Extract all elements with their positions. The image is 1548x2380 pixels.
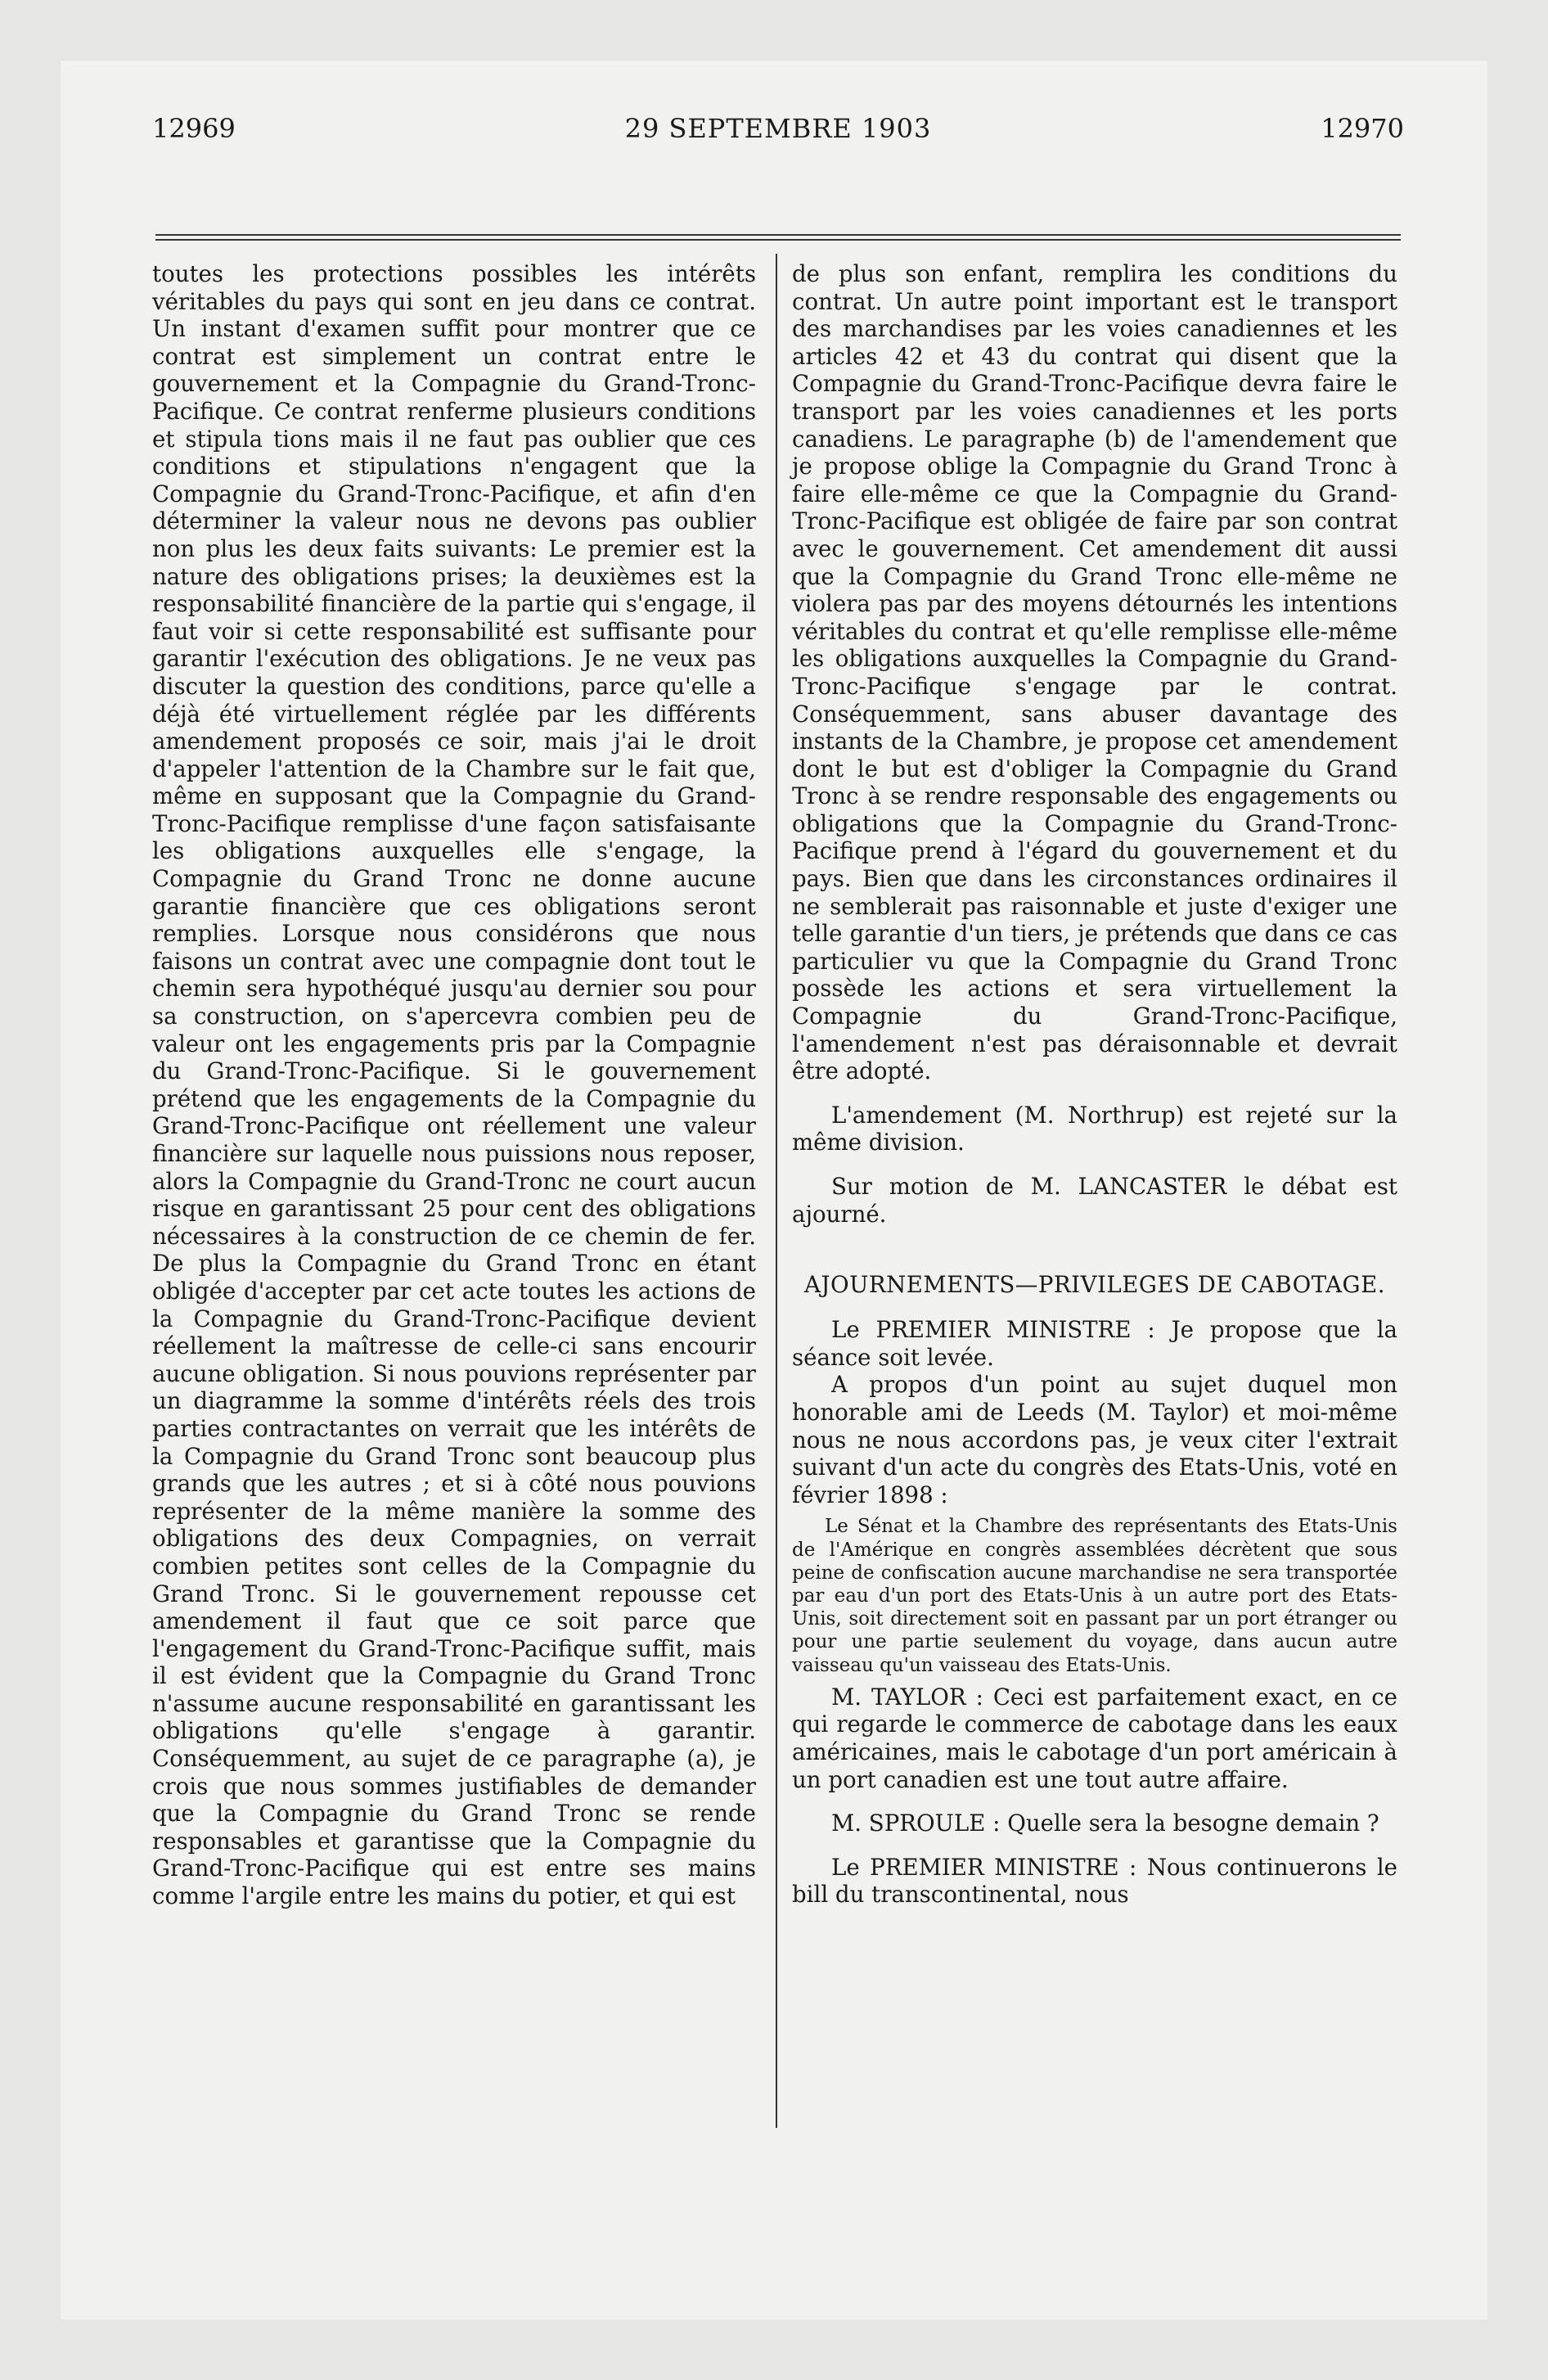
left-page-number: 12969 <box>152 113 236 144</box>
header-rule-bottom <box>155 239 1401 241</box>
premier-citation-intro: A propos d'un point au sujet duquel mon honorable ami de Leeds (M. Taylor) et moi-même nous ne nous accordons pas, je veux citer l'extrait suivant d'un acte du congrès des Etats-Unis, voté en février 1898 : <box>792 1371 1397 1508</box>
right-page-number: 12970 <box>1321 113 1404 144</box>
right-paragraph-1: de plus son enfant, remplira les conditions du contrat. Un autre point important est le transport des marchandises par les voies canadiennes et les articles 42 et 43 du contrat qui disent que la Compagnie du Grand-Tronc-Pacifique devra faire le transport par les voies canadiennes et les ports canadiens. Le paragraphe (b) de l'amendement que je propose oblige la Compagnie du Grand Tronc à faire elle-même ce que la Compagnie du Grand-Tronc-Pacifique est obligée de faire par son contrat avec le gouvernement. Cet amendement dit aussi que la Compagnie du Grand Tronc elle-même ne violera pas par des moyens détournés les intentions véritables du contrat et qu'elle remplisse elle-même les obligations auxquelles la Compagnie du Grand-Tronc-Pacifique s'engage par le contrat. Conséquemment, sans abuser davantage des instants de la Chambre, je propose cet amendement dont le but est d'obliger la Compagnie du Grand Tronc à se rendre responsable des engagements ou obligations que la Compagnie du Grand-Tronc-Pacifique prend à l'égard du gouvernement et du pays. Bien que dans les circonstances ordinaires il ne semblerait pas raisonnable et juste d'exiger une telle garantie d'un tiers, je prétends que dans ce cas particulier vu que la Compagnie du Grand Tronc possède les actions et sera virtuellement la Compagnie du Grand-Tronc-Pacifique, l'amendement n'est pas déraisonnable et devrait être adopté. <box>792 260 1397 1085</box>
adjournment-motion: Sur motion de M. LANCASTER le débat est ajourné. <box>792 1173 1397 1228</box>
section-heading: AJOURNEMENTS—PRIVILEGES DE CABOTAGE. <box>803 1271 1386 1299</box>
congress-act-quote: Le Sénat et la Chambre des représentants des Etats-Unis de l'Amérique en congrès assemblées décrètent que sous peine de confiscation aucune marchandise ne sera transportée par eau d'un port des Etats-Unis à un autre port des Etats-Unis, soit directement soit en passant par un port étranger ou pour une partie seulement du voyage, dans aucun autre vaisseau qu'un vaisseau des Etats-Unis. <box>792 1516 1397 1676</box>
sproule-question: M. SPROULE : Quelle sera la besogne demain ? <box>831 1810 1379 1837</box>
page-header <box>152 113 1404 146</box>
column-divider <box>776 254 777 2128</box>
right-column <box>792 260 1397 1909</box>
left-column <box>152 260 756 1910</box>
taylor-remark: M. TAYLOR : Ceci est parfaitement exact, en ce qui regarde le commerce de cabotage dans les eaux américaines, mais le cabotage d'un port américain à un port canadien est une tout autre affaire. <box>792 1683 1397 1793</box>
premier-reply: Le PREMIER MINISTRE : Nous continuerons le bill du transcontinental, nous <box>792 1853 1397 1909</box>
amendment-result: L'amendement (M. Northrup) est rejeté sur la même division. <box>792 1101 1397 1156</box>
premier-proposal: Le PREMIER MINISTRE : Je propose que la séance soit levée. <box>792 1316 1397 1371</box>
left-paragraph-1: toutes les protections possibles les intérêts véritables du pays qui sont en jeu dans ce contrat. Un instant d'examen suffit pour montrer que ce contrat est simplement un contrat entre le gouvernement et la Compagnie du Grand-Tronc-Pacifique. Ce contrat renferme plusieurs conditions et stipula tions mais il ne faut pas oublier que ces conditions et stipulations n'engagent que la Compagnie du Grand-Tronc-Pacifique, et afin d'en déterminer la valeur nous ne devons pas oublier non plus les deux faits suivants: Le premier est la nature des obligations prises; la deuxièmes est la responsabilité financière de la partie qui s'engage, il faut voir si cette responsabilité est suffisante pour garantir l'exécution des obligations. Je ne veux pas discuter la question des conditions, parce qu'elle a déjà été virtuellement réglée par les différents amendement proposés ce soir, mais j'ai le droit d'appeler l'attention de la Chambre sur le fait que, même en supposant que la Compagnie du Grand-Tronc-Pacifique remplisse d'une façon satisfaisante les obligations auxquelles elle s'engage, la Compagnie du Grand Tronc ne donne aucune garantie financière que ces obligations seront remplies. Lorsque nous considérons que nous faisons un contrat avec une compagnie dont tout le chemin sera hypothéqué jusqu'au dernier sou pour sa construction, on s'apercevra combien peu de valeur ont les engagements pris par la Compagnie du Grand-Tronc-Pacifique. Si le gouvernement prétend que les engagements de la Compagnie du Grand-Tronc-Pacifique ont réellement une valeur financière sur laquelle nous puissions nous reposer, alors la Compagnie du Grand-Tronc ne court aucun risque en garantissant 25 pour cent des obligations nécessaires à la construction de ce chemin de fer. De plus la Compagnie du Grand Tronc en étant obligée d'accepter par cet acte toutes les actions de la Compagnie du Grand-Tronc-Pacifique devient réellement la maîtresse de celle-ci sans encourir aucune obligation. Si nous pouvions représenter par un diagramme la somme d'intérêts réels des trois parties contractantes on verrait que les intérêts de la Compagnie du Grand Tronc sont beaucoup plus grands que les autres ; et si à côté nous pouvions représenter de la même manière la somme des obligations des deux Compagnies, on verrait combien petites sont celles de la Compagnie du Grand Tronc. Si le gouvernement repousse cet amendement il faut que ce soit parce que l'engagement du Grand-Tronc-Pacifique suffit, mais il est évident que la Compagnie du Grand Tronc n'assume aucune responsabilité en garantissant les obligations qu'elle s'engage à garantir. Conséquemment, au sujet de ce paragraphe (a), je crois que nous sommes justifiables de demander que la Compagnie du Grand Tronc se rende responsables et garantisse que la Compagnie du Grand-Tronc-Pacifique qui est entre ses mains comme l'argile entre les mains du potier, et qui est <box>152 260 756 1910</box>
header-rule-top <box>155 234 1401 236</box>
header-date: 29 SEPTEMBRE 1903 <box>624 113 932 144</box>
